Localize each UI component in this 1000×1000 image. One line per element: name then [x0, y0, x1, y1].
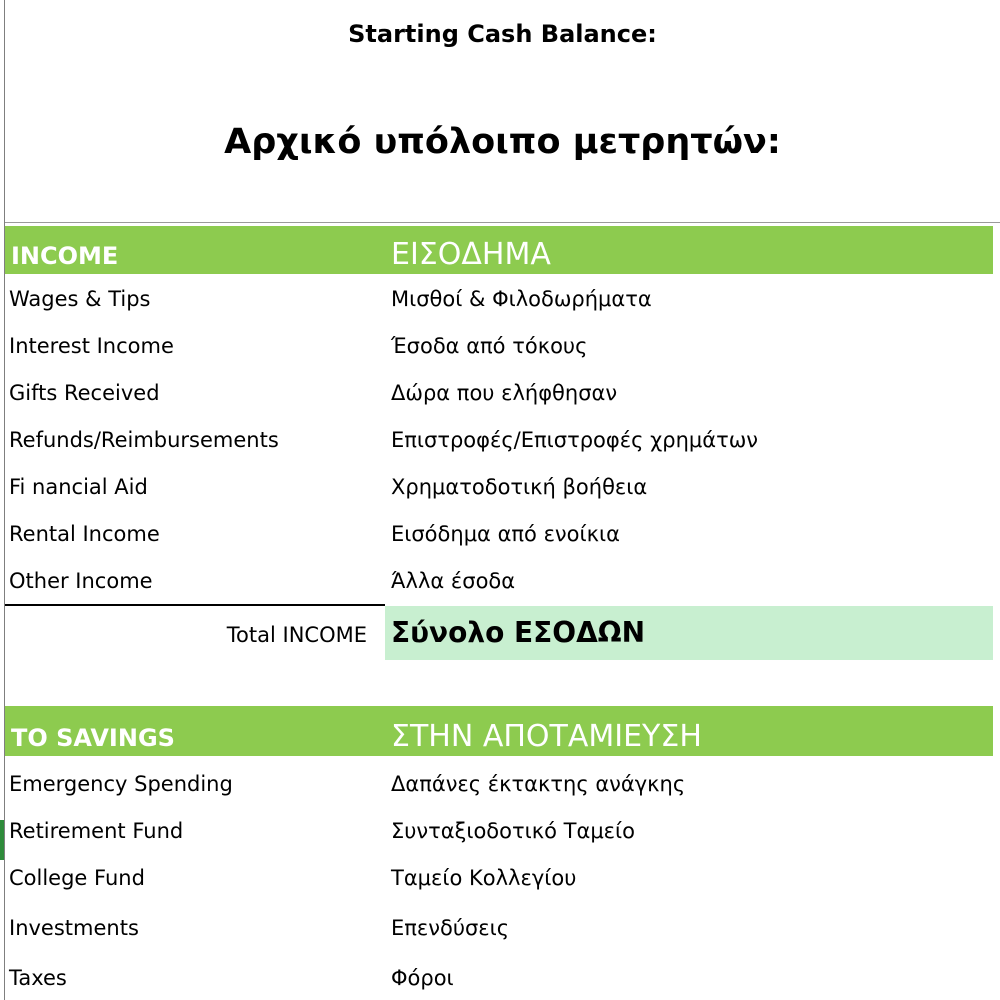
income-label-gr: Έσοδα από τόκους	[391, 334, 588, 358]
income-heading-gr: ΕΙΣΟΔΗΜΑ	[391, 237, 551, 272]
savings-row[interactable]	[5, 854, 993, 900]
total-income-label-en: Total INCOME	[226, 623, 367, 647]
starting-balance-cell[interactable]	[5, 0, 1000, 223]
savings-label-en: Emergency Spending	[9, 772, 233, 796]
starting-cash-label-en: Starting Cash Balance:	[348, 20, 657, 48]
savings-label-gr: Δαπάνες έκτακτης ανάγκης	[391, 772, 686, 796]
income-label-gr: Άλλα έσοδα	[391, 569, 516, 593]
income-row[interactable]	[5, 369, 993, 415]
total-income-row[interactable]	[5, 606, 993, 660]
income-section-header[interactable]	[5, 226, 993, 274]
savings-label-en: Investments	[9, 916, 139, 940]
income-row[interactable]	[5, 557, 993, 603]
income-row[interactable]	[5, 275, 993, 321]
savings-label-en: Taxes	[9, 966, 67, 990]
income-row[interactable]	[5, 416, 993, 462]
income-row[interactable]	[5, 322, 993, 368]
income-label-en: Refunds/Reimbursements	[9, 428, 279, 452]
income-label-gr: Δώρα που ελήφθησαν	[391, 381, 618, 405]
savings-row[interactable]	[5, 904, 993, 950]
income-heading-en: INCOME	[11, 242, 119, 270]
savings-row[interactable]	[5, 760, 993, 806]
income-label-gr: Χρηματοδοτική βοήθεια	[391, 475, 648, 499]
savings-row[interactable]	[5, 807, 993, 853]
income-label-en: Rental Income	[9, 522, 160, 546]
savings-heading-en: TO SAVINGS	[11, 724, 175, 752]
income-label-en: Wages & Tips	[9, 287, 151, 311]
income-row[interactable]	[5, 510, 993, 556]
savings-label-en: Retirement Fund	[9, 819, 184, 843]
savings-label-gr: Ταμείο Κολλεγίου	[391, 866, 577, 890]
income-label-en: Gifts Received	[9, 381, 160, 405]
income-label-gr: Εισόδημα από ενοίκια	[391, 522, 620, 546]
savings-label-en: College Fund	[9, 866, 145, 890]
income-row[interactable]	[5, 463, 993, 509]
starting-cash-label-gr: Αρχικό υπόλοιπο μετρητών:	[224, 122, 781, 162]
savings-label-gr: Φόροι	[391, 966, 454, 990]
income-label-en: Interest Income	[9, 334, 174, 358]
savings-section-header[interactable]	[5, 706, 993, 756]
income-label-en: Other Income	[9, 569, 153, 593]
savings-label-gr: Συνταξιοδοτικό Ταμείο	[391, 819, 635, 843]
total-income-label-gr: Σύνολο ΕΣΟΔΩΝ	[391, 616, 646, 649]
income-label-gr: Επιστροφές/Επιστροφές χρημάτων	[391, 428, 759, 452]
savings-heading-gr: ΣΤΗΝ ΑΠΟΤΑΜΙΕΥΣΗ	[391, 719, 702, 754]
savings-row[interactable]	[5, 954, 993, 1000]
income-label-gr: Μισθοί & Φιλοδωρήματα	[391, 287, 652, 311]
savings-label-gr: Επενδύσεις	[391, 916, 510, 940]
income-label-en: Fi nancial Aid	[9, 475, 148, 499]
cell-selection-marker	[0, 820, 4, 860]
